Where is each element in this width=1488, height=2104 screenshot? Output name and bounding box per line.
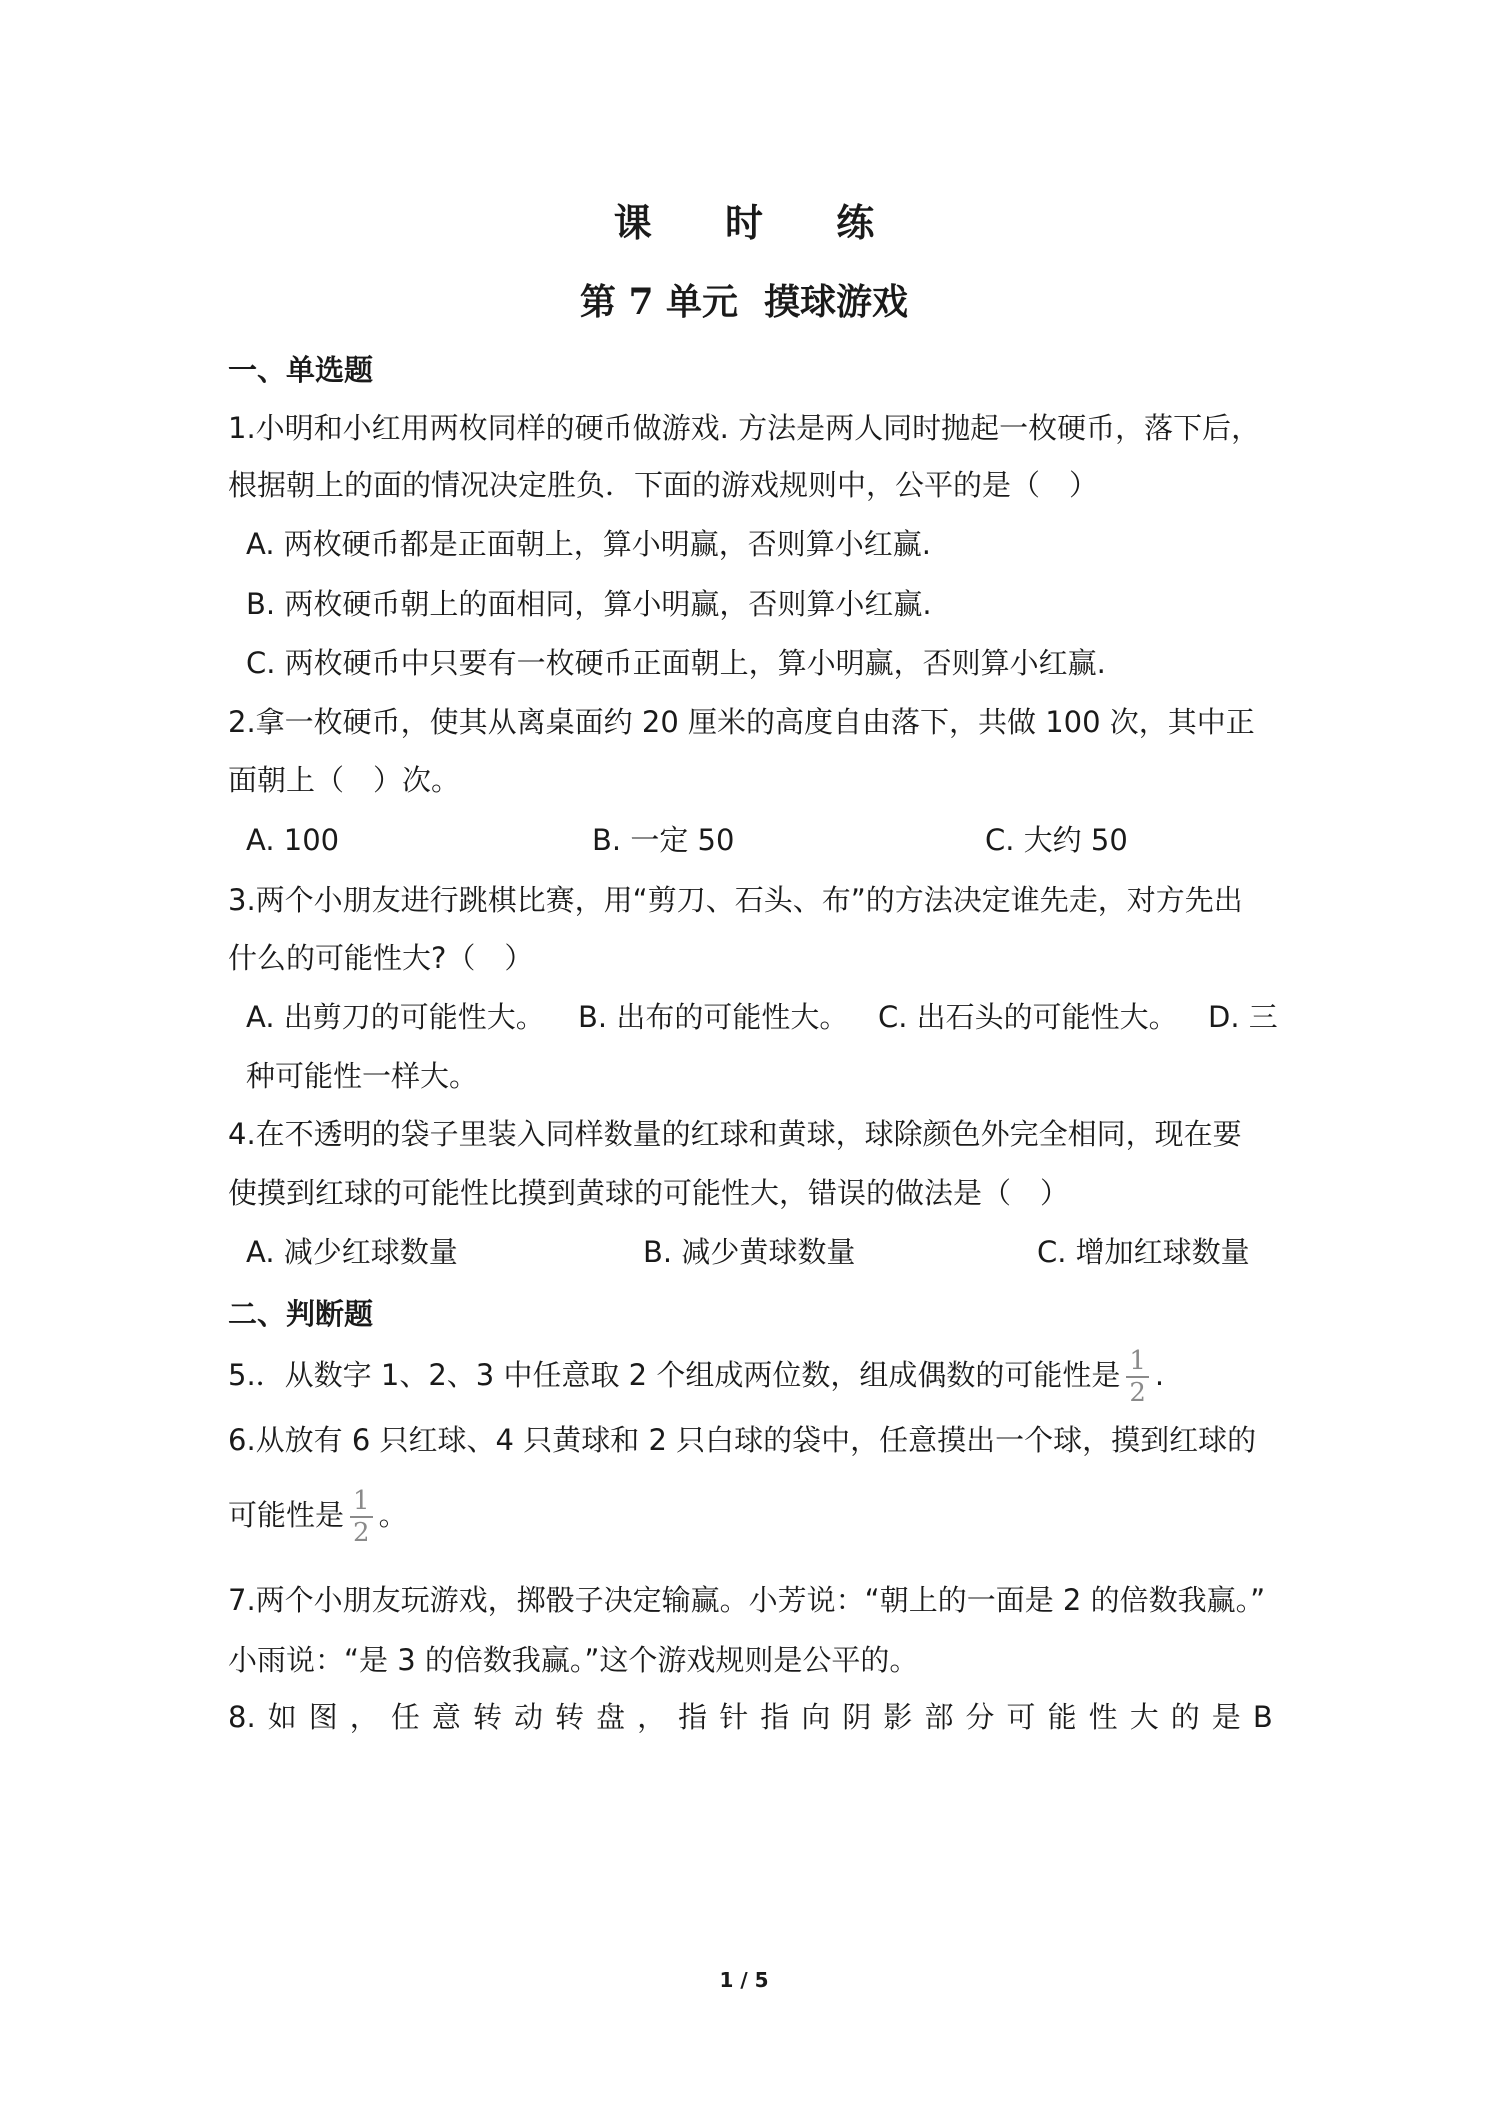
q6-line2 <box>228 1480 1273 1550</box>
q4-option-b: B. 减少黄球数量 <box>643 1235 856 1269</box>
q4-line2: 使摸到红球的可能性比摸到黄球的可能性大，错误的做法是（ ） <box>228 1176 1070 1210</box>
q2-line1: 2.拿一枚硬币，使其从离桌面约 20 厘米的高度自由落下，共做 100 次，其中正 <box>228 705 1255 739</box>
q8-char: 任 <box>390 1700 420 1734</box>
q1-line2: 根据朝上的面的情况决定胜负．下面的游戏规则中，公平的是（ ） <box>228 468 1099 502</box>
q1-line1: 1.小明和小红用两枚同样的硬币做游戏. 方法是两人同时抛起一枚硬币，落下后， <box>228 411 1261 445</box>
q8-char: 部 <box>924 1700 954 1734</box>
section-true-false: 二、判断题 <box>228 1297 374 1331</box>
q8-char: 向 <box>801 1700 831 1734</box>
section-single-choice: 一、单选题 <box>228 353 374 387</box>
q6-fraction-denominator: 2 <box>353 1518 370 1548</box>
q5-end: . <box>1154 1358 1165 1392</box>
q3-option-b: B. 出布的可能性大。 <box>578 1000 849 1034</box>
q2-option-a: A. 100 <box>246 823 340 857</box>
q8-char: 指 <box>678 1700 708 1734</box>
q8-char: 影 <box>883 1700 913 1734</box>
q8-line <box>228 1697 1273 1737</box>
q6-fraction-numerator: 1 <box>353 1486 370 1516</box>
q8-char: 能 <box>1047 1700 1077 1734</box>
q8-char: 盘 <box>596 1700 626 1734</box>
q1-option-c: C. 两枚硬币中只要有一枚硬币正面朝上，算小明赢，否则算小红赢. <box>246 646 1106 680</box>
q5-fraction-numerator: 1 <box>1129 1346 1146 1376</box>
q3-option-c: C. 出石头的可能性大。 <box>878 1000 1178 1034</box>
q8-char: 意 <box>431 1700 461 1734</box>
q6-end: 。 <box>378 1498 408 1532</box>
q5-fraction-denominator: 2 <box>1129 1378 1146 1408</box>
q8-char: 图 <box>308 1700 338 1734</box>
q8-char: ， <box>637 1700 667 1734</box>
q2-option-c: C. 大约 50 <box>985 823 1128 857</box>
q6-line1: 6.从放有 6 只红球、4 只黄球和 2 只白球的袋中，任意摸出一个球，摸到红球的 <box>228 1423 1257 1457</box>
q2-option-b: B. 一定 50 <box>592 823 735 857</box>
q8-char: 8. <box>228 1700 256 1734</box>
q3-line2: 什么的可能性大?（ ） <box>228 941 534 975</box>
q6-fraction <box>350 1488 373 1546</box>
q5-line <box>228 1340 1273 1410</box>
q8-char: B <box>1252 1700 1273 1734</box>
q8-char: ， <box>349 1700 379 1734</box>
q5-text: 5.．从数字 1、2、3 中任意取 2 个组成两位数，组成偶数的可能性是 <box>228 1358 1121 1392</box>
q8-char: 的 <box>1170 1700 1200 1734</box>
q8-char: 指 <box>760 1700 790 1734</box>
q3-option-d-continued: 种可能性一样大。 <box>246 1059 479 1093</box>
q4-option-a: A. 减少红球数量 <box>246 1235 458 1269</box>
page-number: 1 / 5 <box>719 1968 769 1992</box>
q2-line2: 面朝上（ ）次。 <box>228 763 461 797</box>
q3-option-d: D. 三 <box>1208 1000 1278 1034</box>
lesson-name: 摸球游戏 <box>764 281 909 323</box>
q7-line1: 7.两个小朋友玩游戏，掷骰子决定输赢。小芳说：“朝上的一面是 2 的倍数我赢。” <box>228 1583 1266 1617</box>
q1-option-b: B. 两枚硬币朝上的面相同，算小明赢，否则算小红赢. <box>246 587 932 621</box>
q8-char: 性 <box>1088 1700 1118 1734</box>
q8-char: 转 <box>472 1700 502 1734</box>
q3-option-a: A. 出剪刀的可能性大。 <box>246 1000 545 1034</box>
q8-char: 动 <box>513 1700 543 1734</box>
q8-char: 针 <box>719 1700 749 1734</box>
q8-char: 是 <box>1211 1700 1241 1734</box>
worksheet-title: 课 时 练 <box>613 200 905 245</box>
q8-char: 大 <box>1129 1700 1159 1734</box>
q8-char: 阴 <box>842 1700 872 1734</box>
q8-char: 如 <box>267 1700 297 1734</box>
q8-char: 转 <box>555 1700 585 1734</box>
unit-number: 第 7 单元 <box>579 281 739 323</box>
q5-fraction <box>1126 1348 1149 1406</box>
q4-line1: 4.在不透明的袋子里装入同样数量的红球和黄球，球除颜色外完全相同，现在要 <box>228 1117 1242 1151</box>
unit-heading <box>0 274 1488 325</box>
q1-option-a: A. 两枚硬币都是正面朝上，算小明赢，否则算小红赢. <box>246 527 931 561</box>
q3-line1: 3.两个小朋友进行跳棋比赛，用“剪刀、石头、布”的方法决定谁先走，对方先出 <box>228 883 1243 917</box>
q7-line2: 小雨说：“是 3 的倍数我赢。”这个游戏规则是公平的。 <box>228 1643 919 1677</box>
q6-text: 可能性是 <box>228 1498 345 1532</box>
q4-option-c: C. 增加红球数量 <box>1037 1235 1250 1269</box>
q8-char: 可 <box>1006 1700 1036 1734</box>
q8-char: 分 <box>965 1700 995 1734</box>
